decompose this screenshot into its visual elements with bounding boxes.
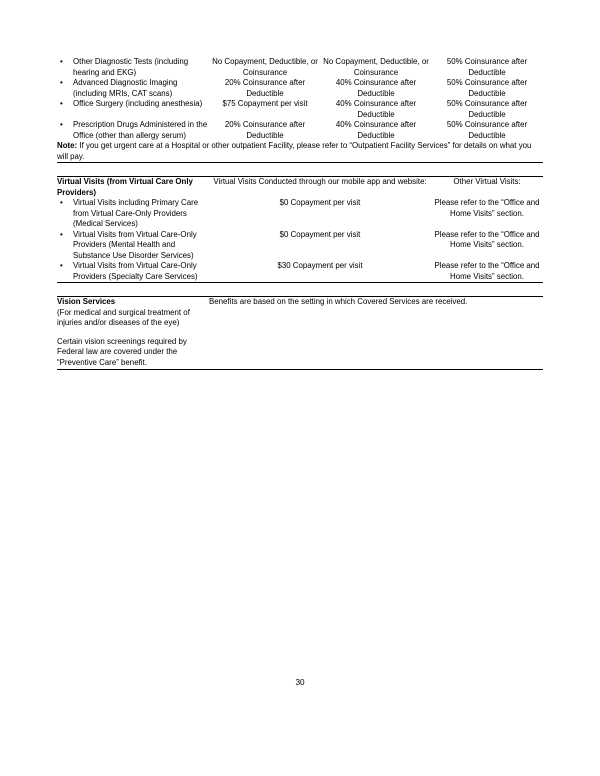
- section-spacer: [57, 163, 543, 177]
- value-cell-col3: 40% Coinsurance after Deductible: [335, 99, 417, 119]
- table-row: [57, 230, 543, 262]
- service-cell: [57, 230, 209, 262]
- service-cell: [57, 198, 209, 230]
- value-cell-col2: 20% Coinsurance after Deductible: [224, 120, 306, 140]
- page-number: 30: [295, 678, 305, 687]
- value-cell-col2: No Copayment, Deductible, or Coinsurance: [212, 57, 318, 77]
- virtual-visits-other-header: Other Virtual Visits:: [453, 177, 521, 186]
- section-subtitle: (For medical and surgical treatment of injuries and/or diseases of the eye): [57, 307, 190, 327]
- service-cell: [57, 57, 209, 78]
- bullet-icon: •: [60, 120, 63, 129]
- value-cell-col4: 50% Coinsurance after Deductible: [446, 57, 528, 77]
- table-row: [57, 198, 543, 230]
- virtual-visits-merged-header: Virtual Visits Conducted through our mobile app and website:: [213, 177, 427, 186]
- service-label: Virtual Visits including Primary Care from Virtual Care-Only Providers (Medical Services): [73, 198, 199, 228]
- vision-services-row: [57, 297, 543, 369]
- note-label: Note:: [57, 141, 78, 150]
- value-cell-col4: 50% Coinsurance after Deductible: [446, 99, 528, 119]
- value-cell-other: Please refer to the “Office and Home Visits” section.: [434, 229, 540, 249]
- vision-benefit-text: Benefits are based on the setting in which Covered Services are received.: [209, 297, 468, 306]
- value-cell-col2: $75 Copayment per visit: [222, 99, 308, 108]
- value-cell-other: Please refer to the “Office and Home Visits” section.: [434, 198, 540, 218]
- service-cell: [57, 78, 209, 99]
- value-cell-col2: 20% Coinsurance after Deductible: [224, 78, 306, 98]
- section-title: Virtual Visits (from Virtual Care Only Providers): [57, 177, 193, 197]
- table-row: [57, 120, 543, 141]
- vision-section-note: Certain vision screenings required by Federal law are covered under the “Preventive Care” benefit.: [57, 336, 187, 367]
- note-text: If you get urgent care at a Hospital or other outpatient Facility, please refer to “Outpatient Facility Services” for details on what you will pay.: [57, 141, 532, 161]
- table-row: [57, 261, 543, 283]
- service-label: Prescription Drugs Administered in the Office (other than allergy serum): [73, 120, 208, 140]
- value-cell-col3: 40% Coinsurance after Deductible: [335, 78, 417, 98]
- service-cell: [57, 120, 209, 141]
- value-cell-virtual: $30 Copayment per visit: [209, 261, 431, 283]
- note-cell: [57, 141, 543, 163]
- table-bottom-border-row: [57, 368, 543, 370]
- bullet-icon: •: [60, 99, 63, 108]
- service-cell: [57, 99, 209, 120]
- section-spacer: [57, 283, 543, 297]
- bullet-icon: •: [60, 229, 63, 239]
- vision-services-title-cell: [57, 297, 209, 369]
- bullet-icon: •: [60, 57, 63, 66]
- section-title: Vision Services: [57, 297, 116, 306]
- value-cell-other: Please refer to the “Office and Home Visits” section.: [431, 261, 543, 283]
- bullet-icon: •: [60, 198, 63, 207]
- bullet-icon: •: [60, 78, 63, 87]
- note-row: [57, 141, 543, 163]
- value-cell-col3: 40% Coinsurance after Deductible: [335, 120, 417, 140]
- value-cell-virtual: $0 Copayment per visit: [279, 229, 361, 239]
- value-cell-virtual: $0 Copayment per visit: [279, 198, 361, 207]
- value-cell-col4: 50% Coinsurance after Deductible: [446, 120, 528, 140]
- bullet-icon: •: [60, 261, 63, 270]
- section-spacer-row: [57, 163, 543, 177]
- value-cell-col3: No Copayment, Deductible, or Coinsurance: [323, 57, 429, 77]
- vision-spacer: [57, 329, 209, 337]
- service-label: Other Diagnostic Tests (including hearing and EKG): [73, 57, 189, 77]
- virtual-visits-section-title-cell: [57, 177, 209, 199]
- service-label: Virtual Visits from Virtual Care-Only Providers (Mental Health and Substance Use Disorder Services): [73, 229, 197, 260]
- section-spacer-row: [57, 283, 543, 297]
- virtual-visits-header-row: [57, 177, 543, 199]
- service-label: Virtual Visits from Virtual Care-Only Providers (Specialty Care Services): [73, 261, 198, 281]
- table-row: [57, 78, 543, 99]
- service-label: Advanced Diagnostic Imaging (including MRIs, CAT scans): [73, 78, 178, 98]
- service-label: Office Surgery (including anesthesia): [73, 99, 203, 108]
- table-row: [57, 57, 543, 78]
- service-cell: [57, 261, 209, 283]
- value-cell-col4: 50% Coinsurance after Deductible: [446, 78, 528, 98]
- benefits-table: [57, 57, 543, 370]
- table-row: [57, 99, 543, 120]
- table-bottom-border: [57, 368, 543, 370]
